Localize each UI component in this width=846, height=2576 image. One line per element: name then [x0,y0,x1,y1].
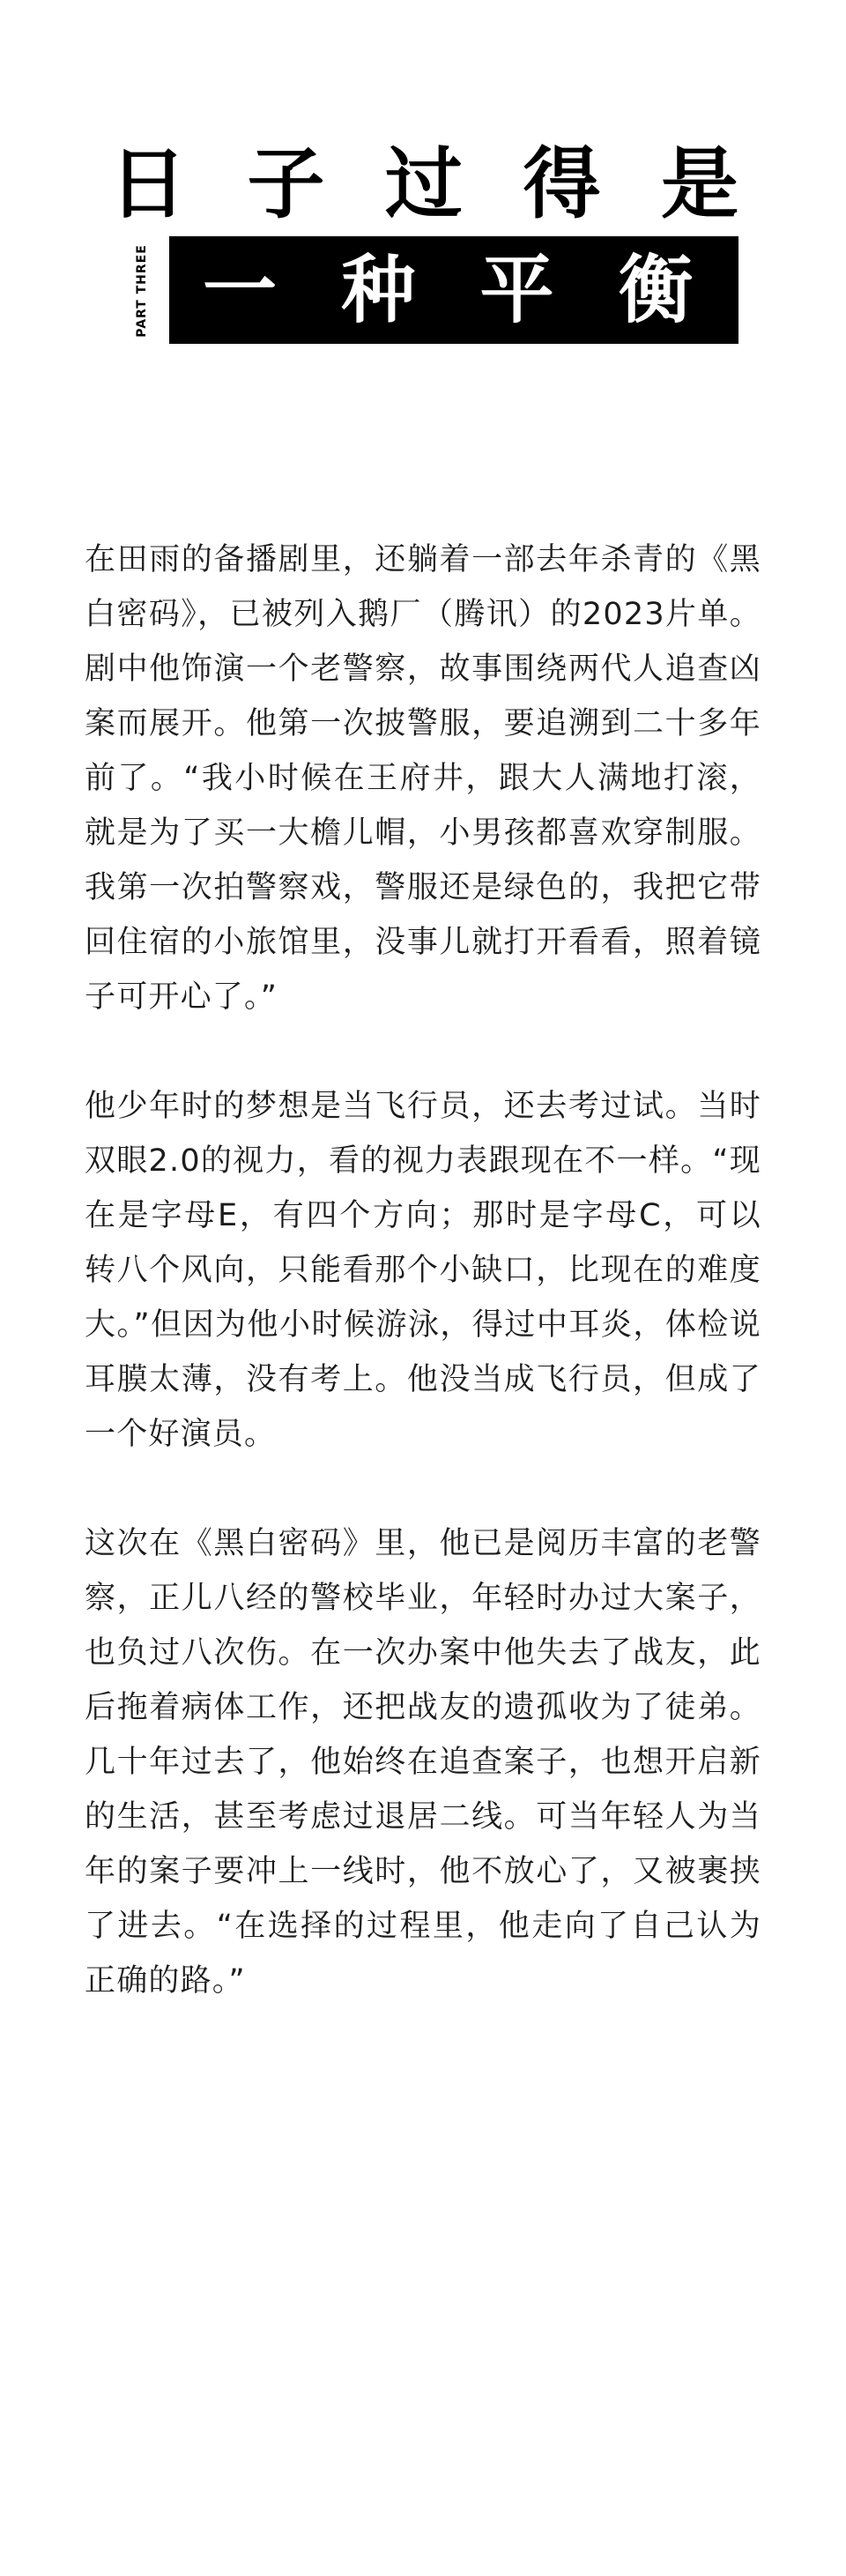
title-line-2-box [169,236,738,344]
paragraph-3: 这次在《黑白密码》里，他已是阅历丰富的老警察，正儿八经的警校毕业，年轻时办过大案子，也负过八次伤。在一次办案中他失去了战友，此后拖着病体工作，还把战友的遗孤收为了徒弟。几十年过去了，他始终在追查案子，也想开启新的生活，甚至考虑过退居二线。可当年轻人为当年的案子要冲上一线时，他不放心了，又被裹挟了进去。“在选择的过程里，他走向了自己认为正确的路。” [85,1526,761,1999]
title-char: 得 [523,138,601,229]
title-char: 平 [479,246,554,333]
paragraph-1: 在田雨的备播剧里，还躺着一部去年杀青的《黑白密码》，已被列入鹅厂（腾讯）的2023片单。剧中他饰演一个老警察，故事围绕两代人追查凶案而展开。他第一次披警服，要追溯到二十多年前了。“我小时候在王府井，跟大人满地打滚，就是为了买一大檐儿帽，小男孩都喜欢穿制服。我第一次拍警察戏，警服还是绿色的，我把它带回住宿的小旅馆里，没事儿就打开看看，照着镜子可开心了。” [85,542,761,1015]
title-char: 种 [341,246,416,333]
title-char: 日 [108,138,187,229]
title-char: 衡 [618,246,693,333]
paragraph-2: 他少年时的梦想是当飞行员，还去考过试。当时双眼2.0的视力，看的视力表跟现在不一样。“现在是字母E，有四个方向；那时是字母C，可以转八个风向，只能看那个小缺口，比现在的难度大。”但因为他小时候游泳，得过中耳炎，体检说耳膜太薄，没有考上。他没当成飞行员，但成了一个好演员。 [85,1089,761,1452]
part-label: PART THREE [135,244,149,338]
title-char: 子 [247,138,325,229]
title-line-1 [104,139,744,227]
article-header [0,0,846,388]
title-char: 是 [660,138,738,229]
title-char: 过 [384,138,463,229]
title-char: 一 [202,246,277,333]
article-body [85,532,761,2008]
